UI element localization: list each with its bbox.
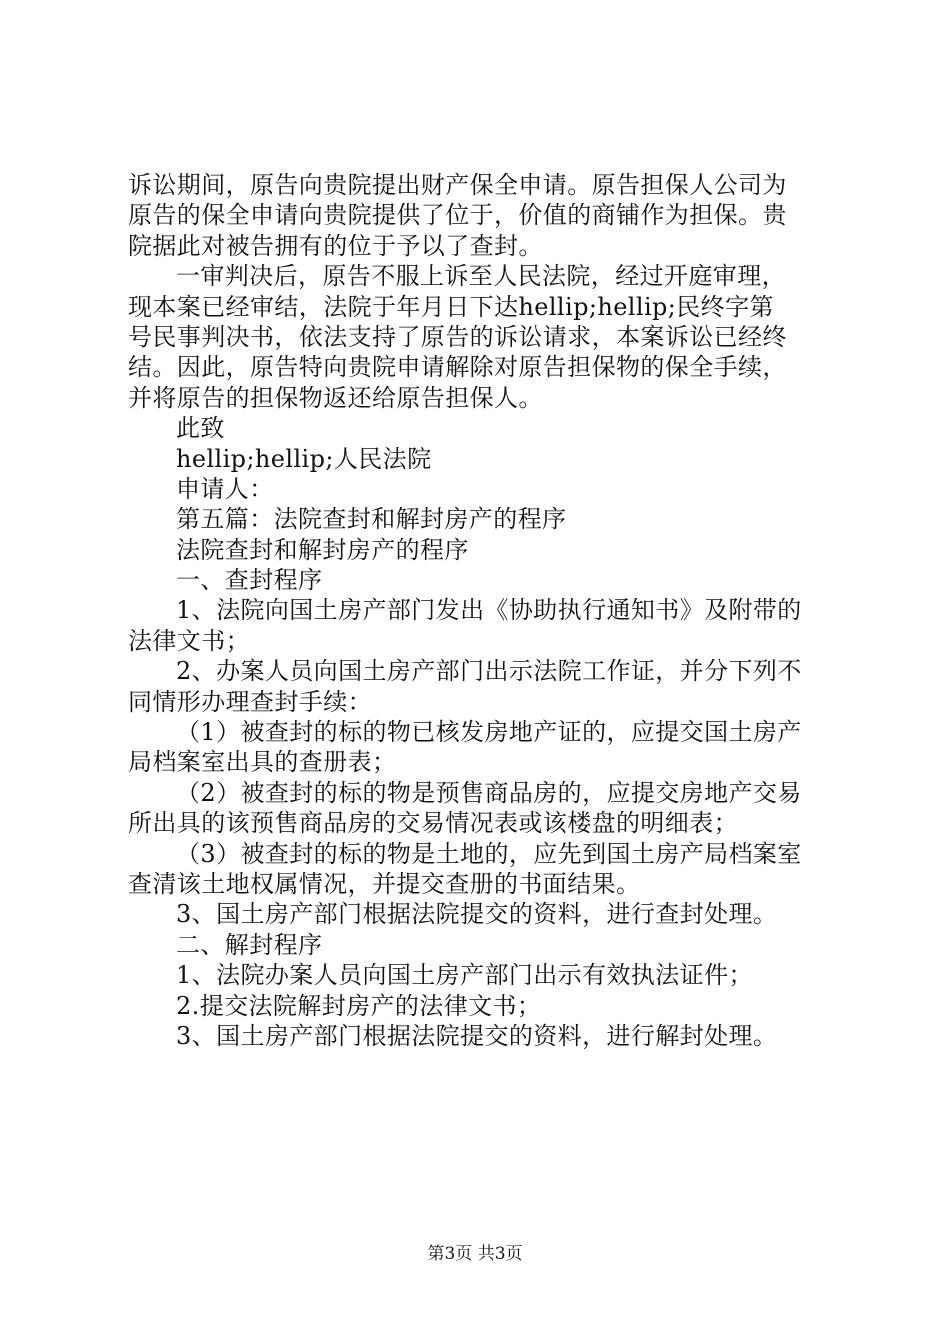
page-footer: 第3页 共3页	[427, 1244, 523, 1264]
text-line: 一审判决后，原告不服上诉至人民法院，经过开庭审理，	[176, 262, 786, 291]
text-line: 一、查封程序	[176, 566, 323, 595]
text-line: 所出具的该预售商品房的交易情况表或该楼盘的明细表；	[128, 809, 738, 838]
text-line: 1、法院向国土房产部门发出《协助执行通知书》及附带的	[176, 596, 802, 625]
text-line: hellip;hellip;人民法院	[176, 444, 432, 473]
text-line: 并将原告的担保物返还给原告担保人。	[128, 383, 543, 412]
text-line: （1）被查封的标的物已核发房地产证的，应提交国土房产	[176, 718, 802, 747]
text-line: 3、国土房产部门根据法院提交的资料，进行解封处理。	[176, 1021, 778, 1050]
text-line: 号民事判决书，依法支持了原告的诉讼请求，本案诉讼已经终	[128, 322, 787, 351]
text-line: 法律文书；	[128, 626, 250, 655]
text-line: 2、办案人员向国土房产部门出示法院工作证，并分下列不	[176, 657, 802, 686]
text-line: （2）被查封的标的物是预售商品房的，应提交房地产交易	[176, 778, 802, 807]
text-line: 院据此对被告拥有的位于予以了查封。	[128, 231, 543, 260]
text-line: 法院查封和解封房产的程序	[176, 535, 469, 564]
text-line: 现本案已经审结，法院于年月日下达hellip;hellip;民终字第	[128, 292, 774, 321]
text-line: 原告的保全申请向贵院提供了位于，价值的商铺作为担保。贵	[128, 201, 787, 230]
text-line: 结。因此，原告特向贵院申请解除对原告担保物的保全手续，	[128, 353, 787, 382]
text-line: 同情形办理查封手续：	[128, 687, 372, 716]
document-body	[128, 170, 828, 1051]
text-line: 申请人：	[176, 474, 274, 503]
text-line: 2.提交法院解封房产的法律文书；	[176, 991, 542, 1020]
text-line: 二、解封程序	[176, 930, 323, 959]
text-line: 第五篇：法院查封和解封房产的程序	[176, 505, 567, 534]
text-line: （3）被查封的标的物是土地的，应先到国土房产局档案室	[176, 839, 802, 868]
text-line: 查清该土地权属情况，并提交查册的书面结果。	[128, 869, 641, 898]
text-line: 1、法院办案人员向国土房产部门出示有效执法证件；	[176, 961, 753, 990]
text-line: 局档案室出具的查册表；	[128, 748, 397, 777]
text-line: 此致	[176, 414, 225, 443]
text-line: 3、国土房产部门根据法院提交的资料，进行查封处理。	[176, 900, 778, 929]
text-line: 诉讼期间，原告向贵院提出财产保全申请。原告担保人公司为	[128, 171, 787, 199]
